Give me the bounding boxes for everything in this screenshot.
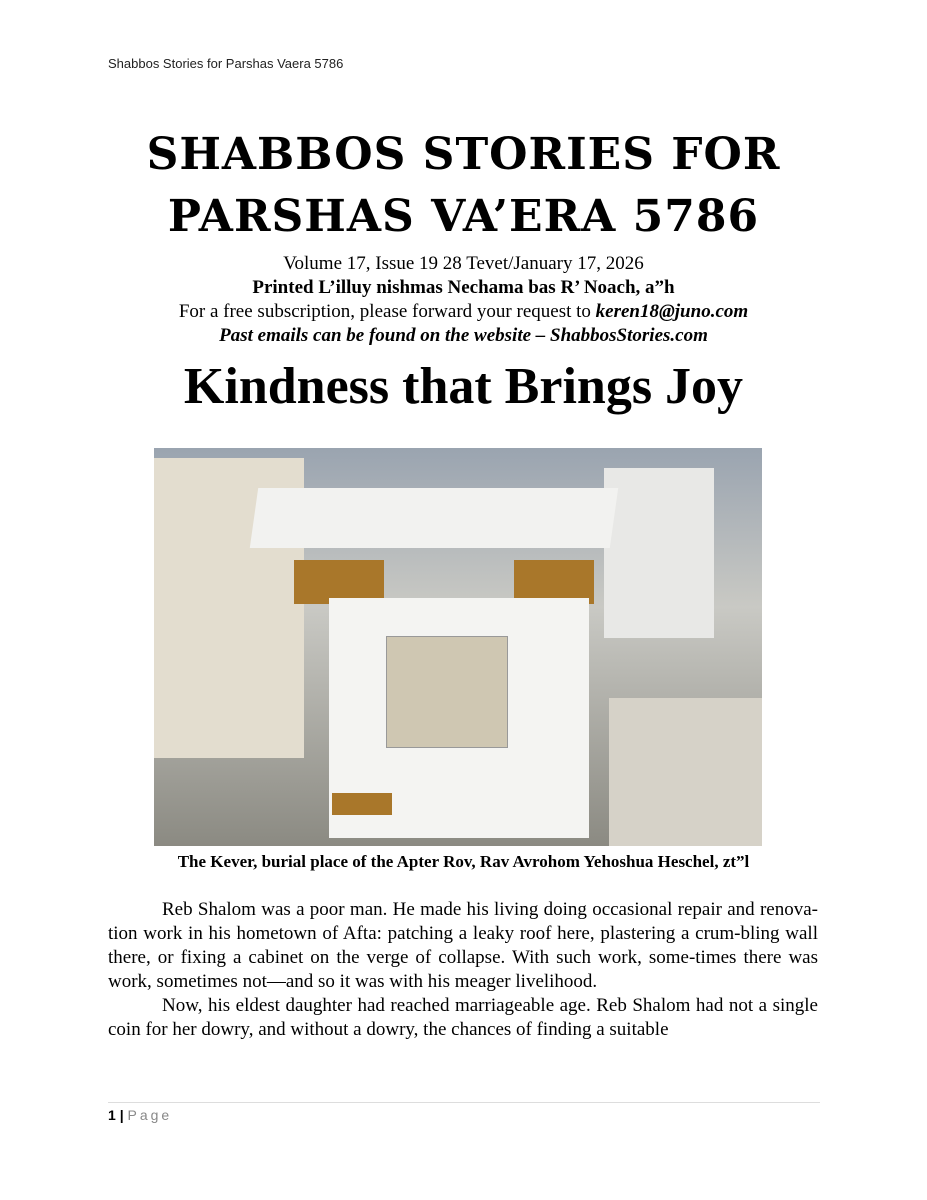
subscription-line: [0, 300, 927, 324]
page-number: 1: [108, 1107, 116, 1123]
footer-separator: |: [119, 1107, 124, 1123]
newsletter-title: [0, 124, 927, 248]
story-headline: Kindness that Brings Joy: [183, 358, 744, 415]
page-footer: [108, 1107, 172, 1123]
title-line-2: PARSHAS VA’ERA 5786: [167, 191, 760, 242]
footer-divider: [108, 1102, 820, 1103]
paragraph: Now, his eldest daughter had reached marriageable age. Reb Shalom had not a single coin for her dowry, and without a dowry, the chances of finding a suitable: [108, 995, 818, 1040]
title-line-1: SHABBOS STORIES FOR: [146, 129, 781, 180]
past-emails-line: Past emails can be found on the website – ShabbosStories.com: [219, 325, 708, 346]
photo-caption: The Kever, burial place of the Apter Rov, Rav Avrohom Yehoshua Heschel, zt”l: [177, 852, 750, 871]
subscription-email-link[interactable]: keren18@juno.com: [595, 301, 749, 322]
issue-info: [0, 252, 927, 348]
story-body: [108, 898, 818, 1042]
page-label: Page: [127, 1107, 173, 1123]
paragraph: Reb Shalom was a poor man. He made his living doing occasional repair and renova-tion work in his hometown of Afta: patching a leaky roof here, plastering a crum-bling wall there, or fixing a cabinet on the verge of collapse. With such work, some-times there was work, sometimes not—and so it was with his meager livelihood.: [108, 899, 818, 992]
dedication: Printed L’illuy nishmas Nechama bas R’ Noach, a”h: [252, 277, 675, 298]
subscription-text: For a free subscription, please forward your request to: [178, 301, 596, 322]
running-header: Shabbos Stories for Parshas Vaera 5786: [108, 56, 344, 71]
volume-line: Volume 17, Issue 19 28 Tevet/January 17, 2026: [283, 253, 644, 274]
kever-photo: [154, 448, 762, 846]
